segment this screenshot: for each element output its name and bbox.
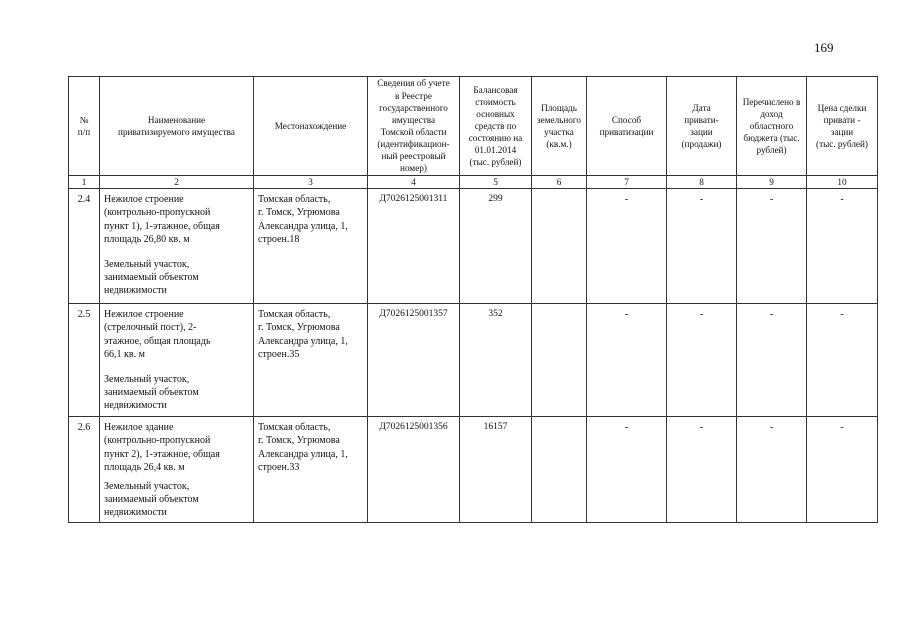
column-number: 4 <box>368 176 460 189</box>
land-area <box>532 304 587 417</box>
header-cell: Сведения об учете в Реестре государственного имущества Томской области (идентификацион- ный реестровый номер) <box>368 77 460 176</box>
row-number: 2.6 <box>69 417 100 523</box>
column-number: 10 <box>807 176 878 189</box>
balance-value: 299 <box>460 189 532 304</box>
column-number: 7 <box>587 176 667 189</box>
property-name: Нежилое строение (контрольно-пропускной пункт 1), 1-этажное, общая площадь 26,80 кв. м <box>104 194 220 245</box>
column-number: 5 <box>460 176 532 189</box>
deal-price: - <box>807 304 878 417</box>
location-cell: Томская область, г. Томск, Угрюмова Александра улица, 1, строен.18 <box>254 189 368 304</box>
column-number: 2 <box>100 176 254 189</box>
privatization-table <box>68 76 878 523</box>
row-number: 2.5 <box>69 304 100 417</box>
transferred-amount: - <box>737 189 807 304</box>
property-name: Нежилое строение (стрелочный пост), 2- этажное, общая площадь 66,1 кв. м <box>104 309 211 360</box>
privatization-date: - <box>667 304 737 417</box>
land-plot-text: Земельный участок, занимаемый объектом недвижимости <box>104 480 199 519</box>
location-cell: Томская область, г. Томск, Угрюмова Александра улица, 1, строен.35 <box>254 304 368 417</box>
privatization-date: - <box>667 417 737 523</box>
column-number: 3 <box>254 176 368 189</box>
row-number: 2.4 <box>69 189 100 304</box>
column-number: 9 <box>737 176 807 189</box>
location-cell: Томская область, г. Томск, Угрюмова Александра улица, 1, строен.33 <box>254 417 368 523</box>
column-number: 8 <box>667 176 737 189</box>
privatization-date: - <box>667 189 737 304</box>
land-area <box>532 189 587 304</box>
table-row <box>69 304 878 417</box>
table-row <box>69 417 878 523</box>
balance-value: 352 <box>460 304 532 417</box>
header-cell: Площадь земельного участка (кв.м.) <box>532 77 587 176</box>
header-cell: Дата привати- зации (продажи) <box>667 77 737 176</box>
page-number: 169 <box>814 40 834 55</box>
header-cell: Цена сделки привати - зации (тыс. рублей) <box>807 77 878 176</box>
transferred-amount: - <box>737 304 807 417</box>
property-name-cell <box>100 189 254 304</box>
header-cell: Балансовая стоимость основных средств по состоянию на 01.01.2014 (тыс. рублей) <box>460 77 532 176</box>
table-row <box>69 189 878 304</box>
registry-number: Д7026125001356 <box>368 417 460 523</box>
land-area <box>532 417 587 523</box>
header-row <box>69 77 878 176</box>
property-name-cell <box>100 304 254 417</box>
transferred-amount: - <box>737 417 807 523</box>
privatization-method: - <box>587 304 667 417</box>
header-cell: Местонахождение <box>254 77 368 176</box>
header-cell: Перечислено в доход областного бюджета (тыс. рублей) <box>737 77 807 176</box>
privatization-method: - <box>587 417 667 523</box>
registry-number: Д7026125001311 <box>368 189 460 304</box>
column-number: 6 <box>532 176 587 189</box>
property-name: Нежилое здание (контрольно-пропускной пункт 2), 1-этажное, общая площадь 26,4 кв. м <box>104 422 220 473</box>
land-plot-text: Земельный участок, занимаемый объектом недвижимости <box>104 258 199 297</box>
land-plot-text: Земельный участок, занимаемый объектом недвижимости <box>104 373 199 412</box>
column-number-row <box>69 176 878 189</box>
column-number: 1 <box>69 176 100 189</box>
header-cell: № п/п <box>69 77 100 176</box>
deal-price: - <box>807 417 878 523</box>
header-cell: Способ приватизации <box>587 77 667 176</box>
balance-value: 16157 <box>460 417 532 523</box>
deal-price: - <box>807 189 878 304</box>
header-cell: Наименование приватизируемого имущества <box>100 77 254 176</box>
privatization-method: - <box>587 189 667 304</box>
registry-number: Д7026125001357 <box>368 304 460 417</box>
property-name-cell <box>100 417 254 523</box>
